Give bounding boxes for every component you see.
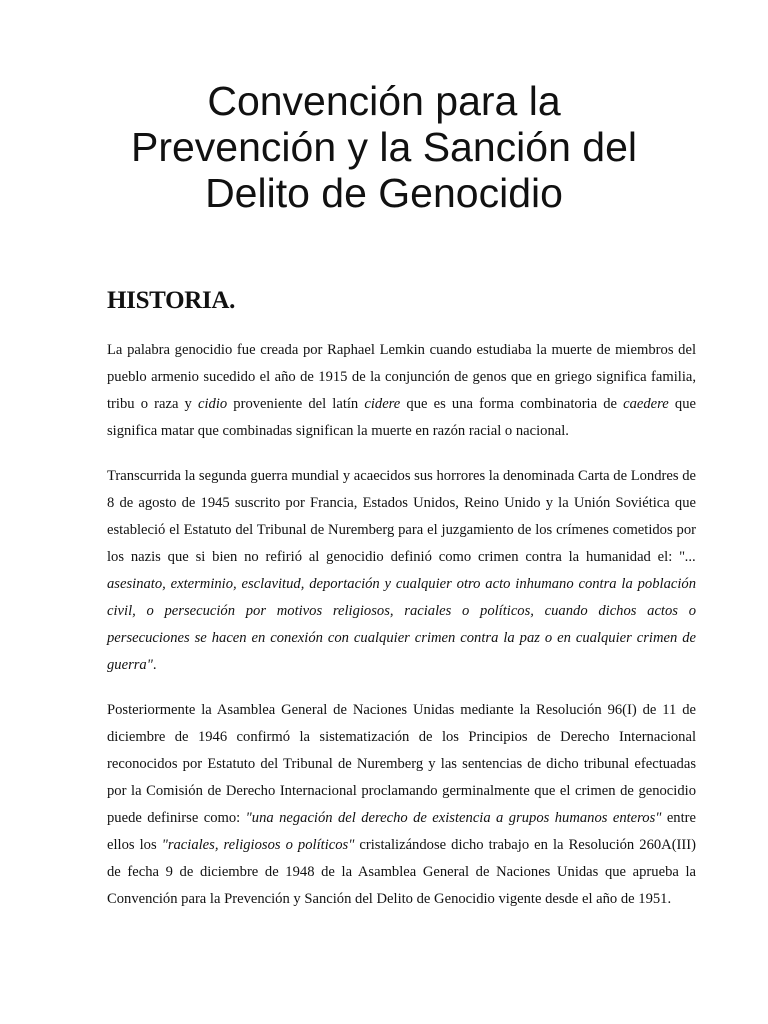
paragraph-2-text: Transcurrida la segunda guerra mundial y acaecidos sus horrores la denominada Carta de Londres de 8 de agosto de 1945 suscrito por Francia, Estados Unidos, Reino Unido y la Unión Soviética que estableció el Estatuto del Tribunal de Nuremberg para el juzgamiento de los crímenes cometidos por los nazis que si bien no refirió al genocidio definió como crimen contra la humanidad el: " <box>107 468 696 565</box>
paragraph-1-italic-cidere: cidere <box>364 396 401 412</box>
paragraph-3 <box>107 697 696 913</box>
title-line-1: Convención para la <box>207 78 561 124</box>
paragraph-1-italic-cidio: cidio <box>197 396 228 412</box>
paragraph-1-text: proveniente del latín <box>227 396 365 412</box>
paragraph-1-text: La palabra genocidio fue creada por Raphael Lemkin cuando estudiaba la muerte de miembros del pueblo armenio sucedido el año de 1915 de la conjunción de genos que en griego significa familia, tribu o raza y <box>107 342 696 412</box>
paragraph-1 <box>107 337 696 445</box>
document-title <box>0 78 768 216</box>
paragraph-2 <box>107 463 696 679</box>
section-heading: HISTORIA. <box>107 287 236 314</box>
paragraph-2-text: . <box>152 657 157 673</box>
paragraph-1-italic-caedere: caedere <box>623 396 669 412</box>
paragraph-1-text: que es una forma combinatoria de <box>400 396 624 412</box>
paragraph-3-quote-definition: "una negación del derecho de existencia a grupos humanos enteros" <box>245 810 662 826</box>
paragraph-3-text: Posteriormente la Asamblea General de Naciones Unidas mediante la Resolución 96(I) de 11 de diciembre de 1946 confirmó la sistematización de los Principios de Derecho Internacional reconocidos por Estatuto del Tribunal de Nuremberg y las sentencias de dicho tribunal efectuadas por la Comisión de Derecho Internacional proclamando germinalmente que el crimen de genocidio puede definirse como: <box>107 702 696 826</box>
paragraph-3-quote-groups: "raciales, religiosos o políticos" <box>161 837 355 853</box>
paragraph-2-quote: ... asesinato, exterminio, esclavitud, deportación y cualquier otro acto inhumano contra la población civil, o persecución por motivos religiosos, raciales o políticos, cuando dichos actos o persecuciones se hacen en conexión con cualquier crimen contra la paz o en cualquier crimen de guerra" <box>107 549 696 673</box>
title-line-3: Delito de Genocidio <box>205 170 563 216</box>
paragraph-1-text: que significa matar que combinadas significan la muerte en razón racial o nacional. <box>107 396 696 439</box>
title-line-2: Prevención y la Sanción del <box>131 124 637 170</box>
paragraph-3-text: entre ellos los <box>107 810 696 853</box>
paragraph-3-text: cristalizándose dicho trabajo en la Resolución 260A(III) de fecha 9 de diciembre de 1948 de la Asamblea General de Naciones Unidas que aprueba la Convención para la Prevención y Sanción del Delito de Genocidio vigente desde el año de 1951. <box>107 837 696 907</box>
